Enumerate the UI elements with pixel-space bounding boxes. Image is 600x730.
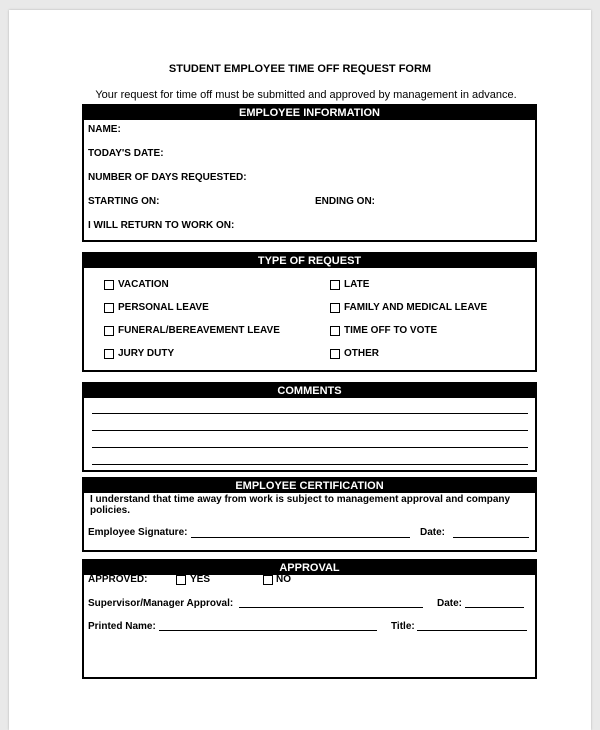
employee-signature-field[interactable] xyxy=(191,537,410,538)
personal-leave-checkbox[interactable] xyxy=(104,303,114,313)
personal-leave-label: PERSONAL LEAVE xyxy=(118,302,209,313)
ending-on-label: ENDING ON: xyxy=(315,196,375,207)
certification-statement: I understand that time away from work is subject to management approval and company policies. xyxy=(90,494,511,516)
comments-header: COMMENTS xyxy=(84,384,535,398)
vacation-label: VACATION xyxy=(118,279,169,290)
time-off-to-vote-checkbox[interactable] xyxy=(330,326,340,336)
comments-section xyxy=(82,382,537,472)
return-to-work-label: I WILL RETURN TO WORK ON: xyxy=(88,220,235,231)
approved-label: APPROVED: xyxy=(88,574,148,585)
other-label: OTHER xyxy=(344,348,379,359)
comment-line[interactable] xyxy=(92,464,528,465)
approval-section xyxy=(82,559,537,679)
approved-no-label: NO xyxy=(276,574,291,585)
title-field[interactable] xyxy=(417,630,527,631)
title-label: Title: xyxy=(391,621,415,632)
employee-certification-header: EMPLOYEE CERTIFICATION xyxy=(84,479,535,493)
printed-name-label: Printed Name: xyxy=(88,621,156,632)
approval-date-field[interactable] xyxy=(465,607,524,608)
employee-signature-label: Employee Signature: xyxy=(88,527,188,538)
comment-line[interactable] xyxy=(92,447,528,448)
late-label: LATE xyxy=(344,279,370,290)
todays-date-label: TODAY'S DATE: xyxy=(88,148,164,159)
employee-certification-section xyxy=(82,477,537,552)
form-subtitle: Your request for time off must be submitted and approved by management in advance. xyxy=(95,89,517,101)
family-medical-leave-checkbox[interactable] xyxy=(330,303,340,313)
printed-name-field[interactable] xyxy=(159,630,377,631)
supervisor-signature-field[interactable] xyxy=(239,607,423,608)
employee-information-header: EMPLOYEE INFORMATION xyxy=(84,106,535,120)
approved-no-checkbox[interactable] xyxy=(263,575,273,585)
comment-line[interactable] xyxy=(92,430,528,431)
approved-yes-checkbox[interactable] xyxy=(176,575,186,585)
type-of-request-section xyxy=(82,252,537,372)
certification-date-label: Date: xyxy=(420,527,446,538)
time-off-to-vote-label: TIME OFF TO VOTE xyxy=(344,325,438,336)
other-checkbox[interactable] xyxy=(330,349,340,359)
jury-duty-label: JURY DUTY xyxy=(118,348,175,359)
approval-header: APPROVAL xyxy=(84,561,535,575)
certification-date-field[interactable] xyxy=(453,537,529,538)
jury-duty-checkbox[interactable] xyxy=(104,349,114,359)
vacation-checkbox[interactable] xyxy=(104,280,114,290)
funeral-bereavement-label: FUNERAL/BEREAVEMENT LEAVE xyxy=(118,325,280,336)
funeral-bereavement-checkbox[interactable] xyxy=(104,326,114,336)
form-title: STUDENT EMPLOYEE TIME OFF REQUEST FORM xyxy=(168,63,432,75)
approved-yes-label: YES xyxy=(190,574,211,585)
type-of-request-header: TYPE OF REQUEST xyxy=(84,254,535,268)
employee-information-section xyxy=(82,104,537,242)
supervisor-approval-label: Supervisor/Manager Approval: xyxy=(88,598,234,609)
starting-on-label: STARTING ON: xyxy=(88,196,160,207)
days-requested-label: NUMBER OF DAYS REQUESTED: xyxy=(88,172,247,183)
comment-line[interactable] xyxy=(92,413,528,414)
late-checkbox[interactable] xyxy=(330,280,340,290)
family-medical-leave-label: FAMILY AND MEDICAL LEAVE xyxy=(344,302,488,313)
approval-date-label: Date: xyxy=(437,598,463,609)
name-label: NAME: xyxy=(88,124,121,135)
